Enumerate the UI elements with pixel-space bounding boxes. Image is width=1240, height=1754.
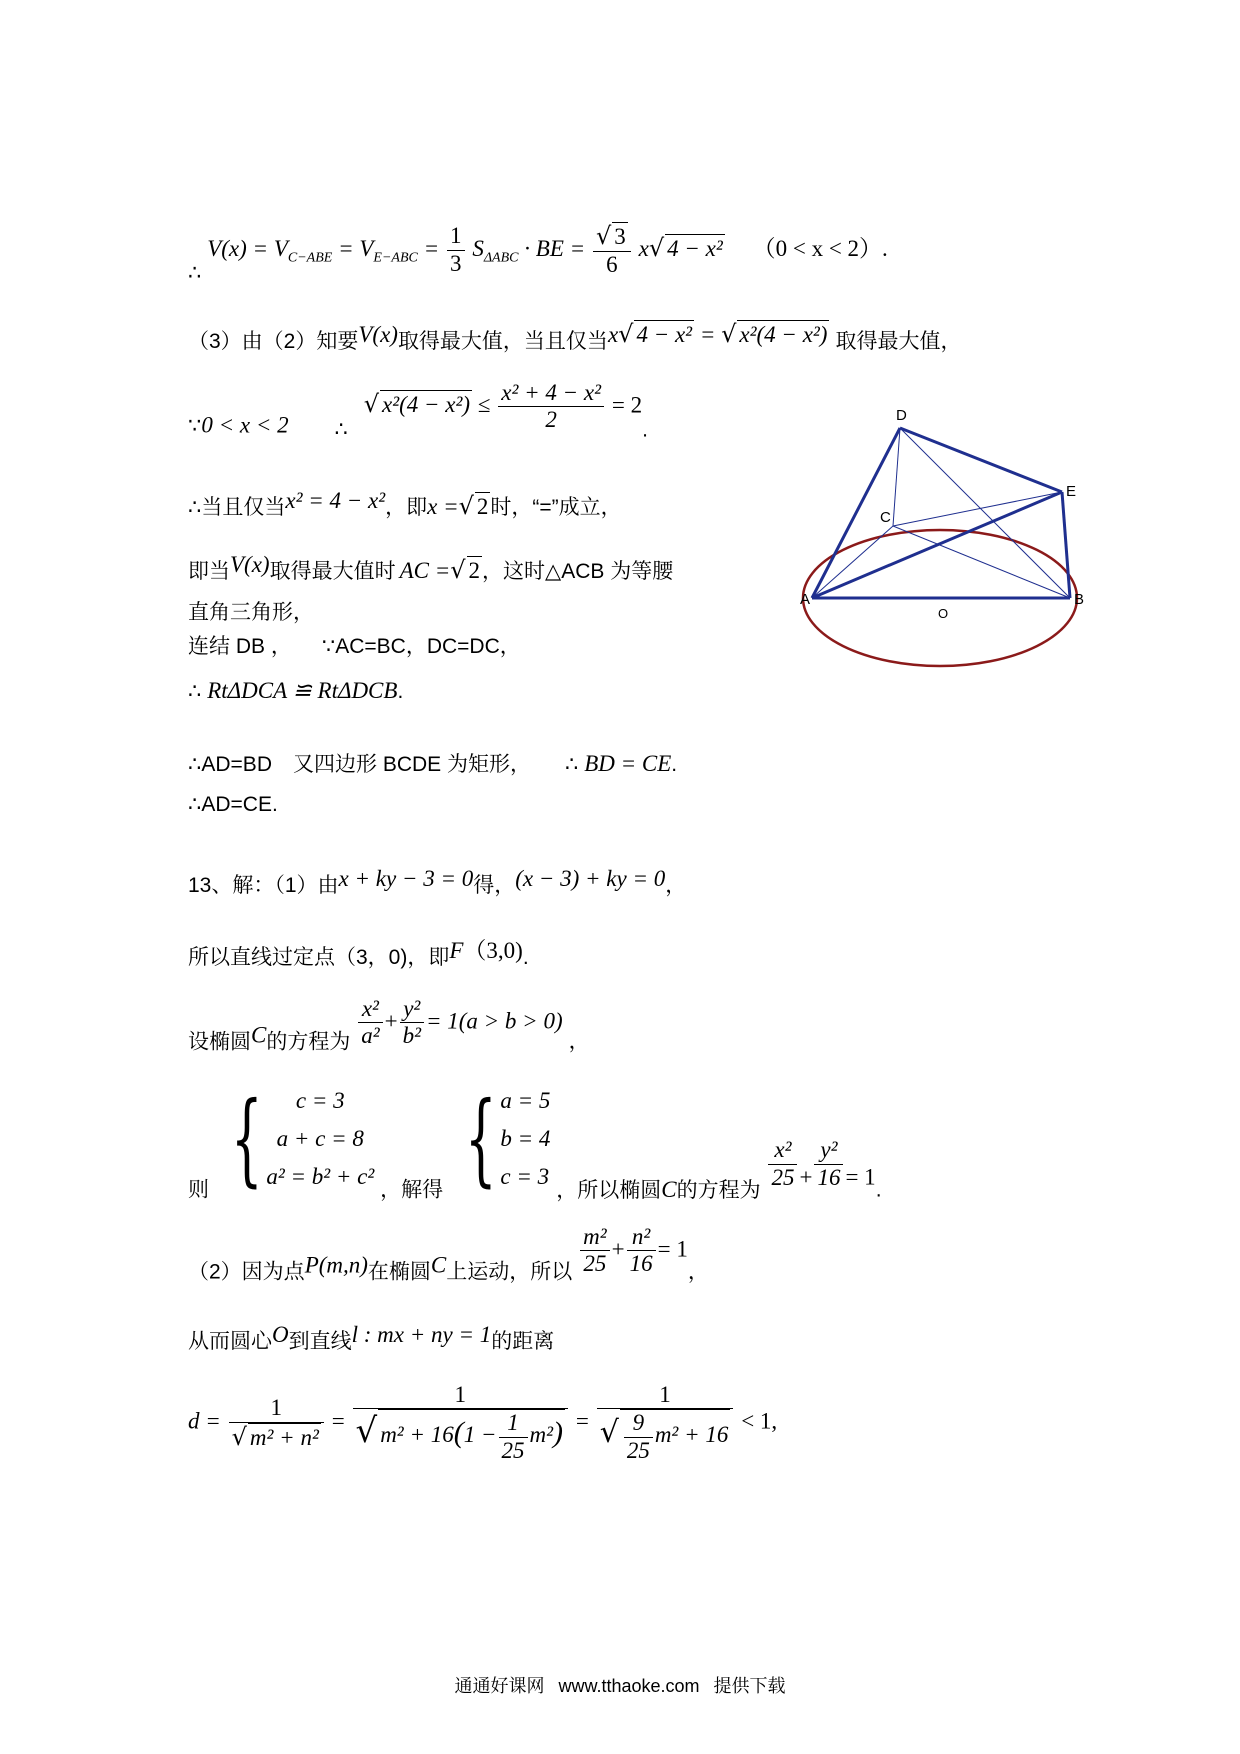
edge-cb bbox=[893, 526, 1070, 598]
footer-url[interactable]: www.tthaoke.com bbox=[558, 1676, 700, 1696]
congruence-line: ∴ RtΔDCA ≌ RtΔDCB. bbox=[188, 678, 404, 703]
label-e: E bbox=[1066, 483, 1077, 500]
am-gm-fraction: $\frac{\text{x² + 4 − x²}}{2}$ bbox=[498, 380, 604, 434]
fixed-point-line: 所以直线过定点（3，0)，即F（3,0). bbox=[188, 938, 529, 969]
part3-intro-line: （3）由（2）知要V(x)取得最大值，当且仅当x√ 4 − x² = √ x²(4 − x²) 取得最大值， bbox=[188, 320, 962, 353]
q13-part1-line: 13、解：（1）由x + ky − 3 = 0得，(x − 3) + ky = 0， bbox=[188, 866, 687, 897]
connect-line: 连结 DB ， ∵AC=BC，DC=DC， bbox=[188, 635, 521, 658]
system-line: 则 { c = 3 a + c = 8 a² = b² + c² ，解得 { a = 5 b = 4 c = 3 ，所以椭圆C的方程为 $\frac{\text{x²}}{25}$ + $\frac{\text{y²}}{16}$ = 1. bbox=[188, 1080, 882, 1202]
label-d: D bbox=[896, 407, 907, 424]
conclusion-line: ∴AD=CE. bbox=[188, 793, 278, 816]
max-condition-line: 即当V(x)取得最大值时 AC =√ 2，这时△ACB 为等腰 bbox=[188, 552, 674, 584]
label-a: A bbox=[800, 591, 811, 608]
equality-condition-line: ∴当且仅当x² = 4 − x²，即x =√ 2时，“=”成立， bbox=[188, 488, 622, 520]
distance-frac-3: 1 √ $\frac{9}{25}$ m² + 16 bbox=[597, 1382, 734, 1464]
therefore-symbol: ∴ bbox=[188, 261, 202, 285]
because-symbol: ∵ bbox=[188, 414, 202, 438]
label-b: B bbox=[1074, 591, 1085, 608]
solved-system: a = 5 b = 4 c = 3 bbox=[500, 1088, 551, 1189]
area-term: $S_{\Delta ABC}$ · BE = bbox=[472, 235, 586, 266]
given-system: c = 3 a + c = 8 a² = b² + c² bbox=[266, 1088, 375, 1189]
ellipse-setup-line: 设椭圆C的方程为 $\frac{\text{x²}}{\text{a²}}$ + $\frac{\text{y²}}{\text{b²}}$ = 1(a > b > 0)， bbox=[188, 996, 590, 1054]
rectangle-line: ∴AD=BD 又四边形 BCDE 为矩形， ∴ BD = CE. bbox=[188, 751, 678, 776]
n2-over-16: $\frac{\text{n²}}{16}$ bbox=[627, 1224, 656, 1278]
footer-tail: 提供下载 bbox=[713, 1676, 786, 1696]
edge-db bbox=[900, 428, 1070, 598]
footer-site: 通通好课网 bbox=[454, 1676, 545, 1696]
volume-lhs: $V(x) = V_{C-ABE} = V_{E-ABC}$ = bbox=[207, 235, 440, 266]
distance-intro-line: 从而圆心O到直线l : mx + ny = 1的距离 bbox=[188, 1322, 555, 1353]
distance-frac-1: $\frac{1}{\text{√ m² + n²}}$ bbox=[229, 1395, 324, 1451]
one-third-fraction: $\frac{1}{3}$ bbox=[447, 223, 465, 277]
x2-over-a2: $\frac{\text{x²}}{\text{a²}}$ bbox=[358, 996, 382, 1050]
label-o: O bbox=[938, 606, 949, 621]
geometry-figure bbox=[800, 398, 1090, 688]
distance-frac-2: 1 √ m² + 16(1 − $\frac{1}{25}$ m²) bbox=[353, 1382, 569, 1464]
right-triangle-line: 直角三角形， bbox=[188, 601, 314, 624]
inequality-line: ∵0 < x < 2 ∴ √ x²(4 − x²) ≤ $\frac{\text{x² + 4 − x²}}{2}$ = 2. bbox=[188, 380, 648, 442]
volume-formula-line bbox=[188, 222, 888, 286]
point-on-ellipse-line: （2）因为点P(m,n)在椭圆C上运动，所以 $\frac{\text{m²}}{25}$ + $\frac{\text{n²}}{16}$ = 1， bbox=[188, 1224, 709, 1284]
domain-condition: （0 < x < 2）. bbox=[752, 235, 888, 261]
edge-de bbox=[900, 428, 1062, 492]
ellipse-y-term: $\frac{\text{y²}}{16}$ bbox=[814, 1137, 843, 1191]
figure-lines bbox=[803, 428, 1077, 666]
label-c: C bbox=[880, 509, 891, 526]
y2-over-b2: $\frac{\text{y²}}{\text{b²}}$ bbox=[400, 996, 424, 1050]
sqrt3-over-6-fraction: $\frac{√ 3}{6}$ bbox=[593, 222, 631, 278]
edge-eb bbox=[1062, 492, 1070, 598]
ellipse-x-term: $\frac{\text{x²}}{25}$ bbox=[768, 1137, 797, 1191]
page-footer bbox=[0, 1672, 1240, 1698]
volume-rhs: x√ 4 − x² bbox=[638, 233, 723, 262]
m2-over-25: $\frac{\text{m²}}{25}$ bbox=[580, 1224, 610, 1278]
distance-formula-line: d = $\frac{1}{\text{√ m² + n²}}$ = 1 √ m² + 16(1 − $\frac{1}{25}$ m²) = 1 √ $\frac{9}{25}$ m² + 16 < 1, bbox=[188, 1382, 778, 1463]
edge-ce bbox=[893, 492, 1062, 526]
